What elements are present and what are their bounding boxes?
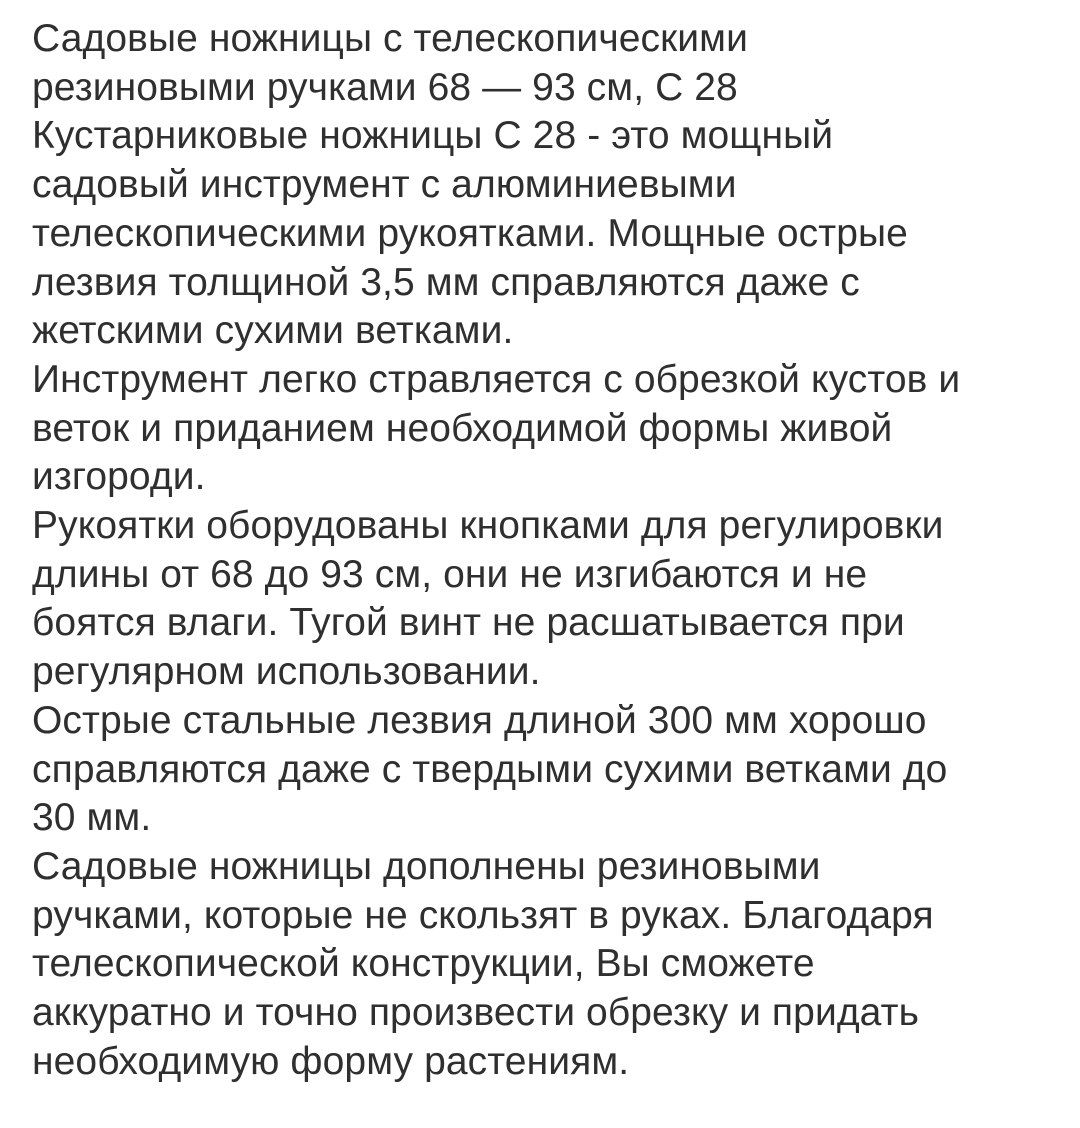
- text-line: Кустарниковые ножницы С 28 - это мощный: [32, 114, 834, 158]
- paragraph-usage: [32, 356, 1050, 502]
- paragraph-overview: [32, 112, 1050, 356]
- text-line: садовый инструмент с алюминиевыми: [32, 163, 737, 207]
- text-line: изгороди.: [32, 455, 206, 499]
- text-line: телескопической конструкции, Вы сможете: [32, 942, 815, 986]
- text-line: резиновыми ручками 68 — 93 см, С 28: [32, 65, 738, 109]
- text-line: Садовые ножницы дополнены резиновыми: [32, 844, 821, 888]
- text-line: аккуратно и точно произвести обрезку и придать: [32, 991, 919, 1035]
- text-line: справляются даже с твердыми сухими ветками до: [32, 747, 948, 791]
- text-line: регулярном использовании.: [32, 650, 541, 694]
- text-line: Острые стальные лезвия длиной 300 мм хорошо: [32, 698, 927, 742]
- paragraph-title: [32, 15, 1050, 112]
- text-line: боятся влаги. Тугой винт не расшатывается при: [32, 601, 905, 645]
- text-line: Садовые ножницы с телескопическими: [32, 17, 748, 60]
- text-line: Рукоятки оборудованы кнопками для регулировки: [32, 504, 944, 548]
- text-line: длины от 68 до 93 см, они не изгибаются и не: [32, 552, 868, 596]
- paragraph-handles: [32, 502, 1050, 697]
- text-line: 30 мм.: [32, 796, 152, 840]
- text-line: жетскими сухими ветками.: [32, 309, 514, 353]
- text-line: Инструмент легко стравляется с обрезкой кустов и: [32, 357, 961, 401]
- text-line: веток и приданием необходимой формы живой: [32, 406, 893, 450]
- text-line: телескопическими рукоятками. Мощные острые: [32, 211, 908, 255]
- paragraph-grips: [32, 843, 1050, 1087]
- text-line: ручками, которые не скользят в руках. Благодаря: [32, 893, 934, 937]
- text-line: необходимую форму растениям.: [32, 1039, 630, 1083]
- text-line: лезвия толщиной 3,5 мм справляются даже с: [32, 260, 860, 304]
- paragraph-blades: [32, 697, 1050, 843]
